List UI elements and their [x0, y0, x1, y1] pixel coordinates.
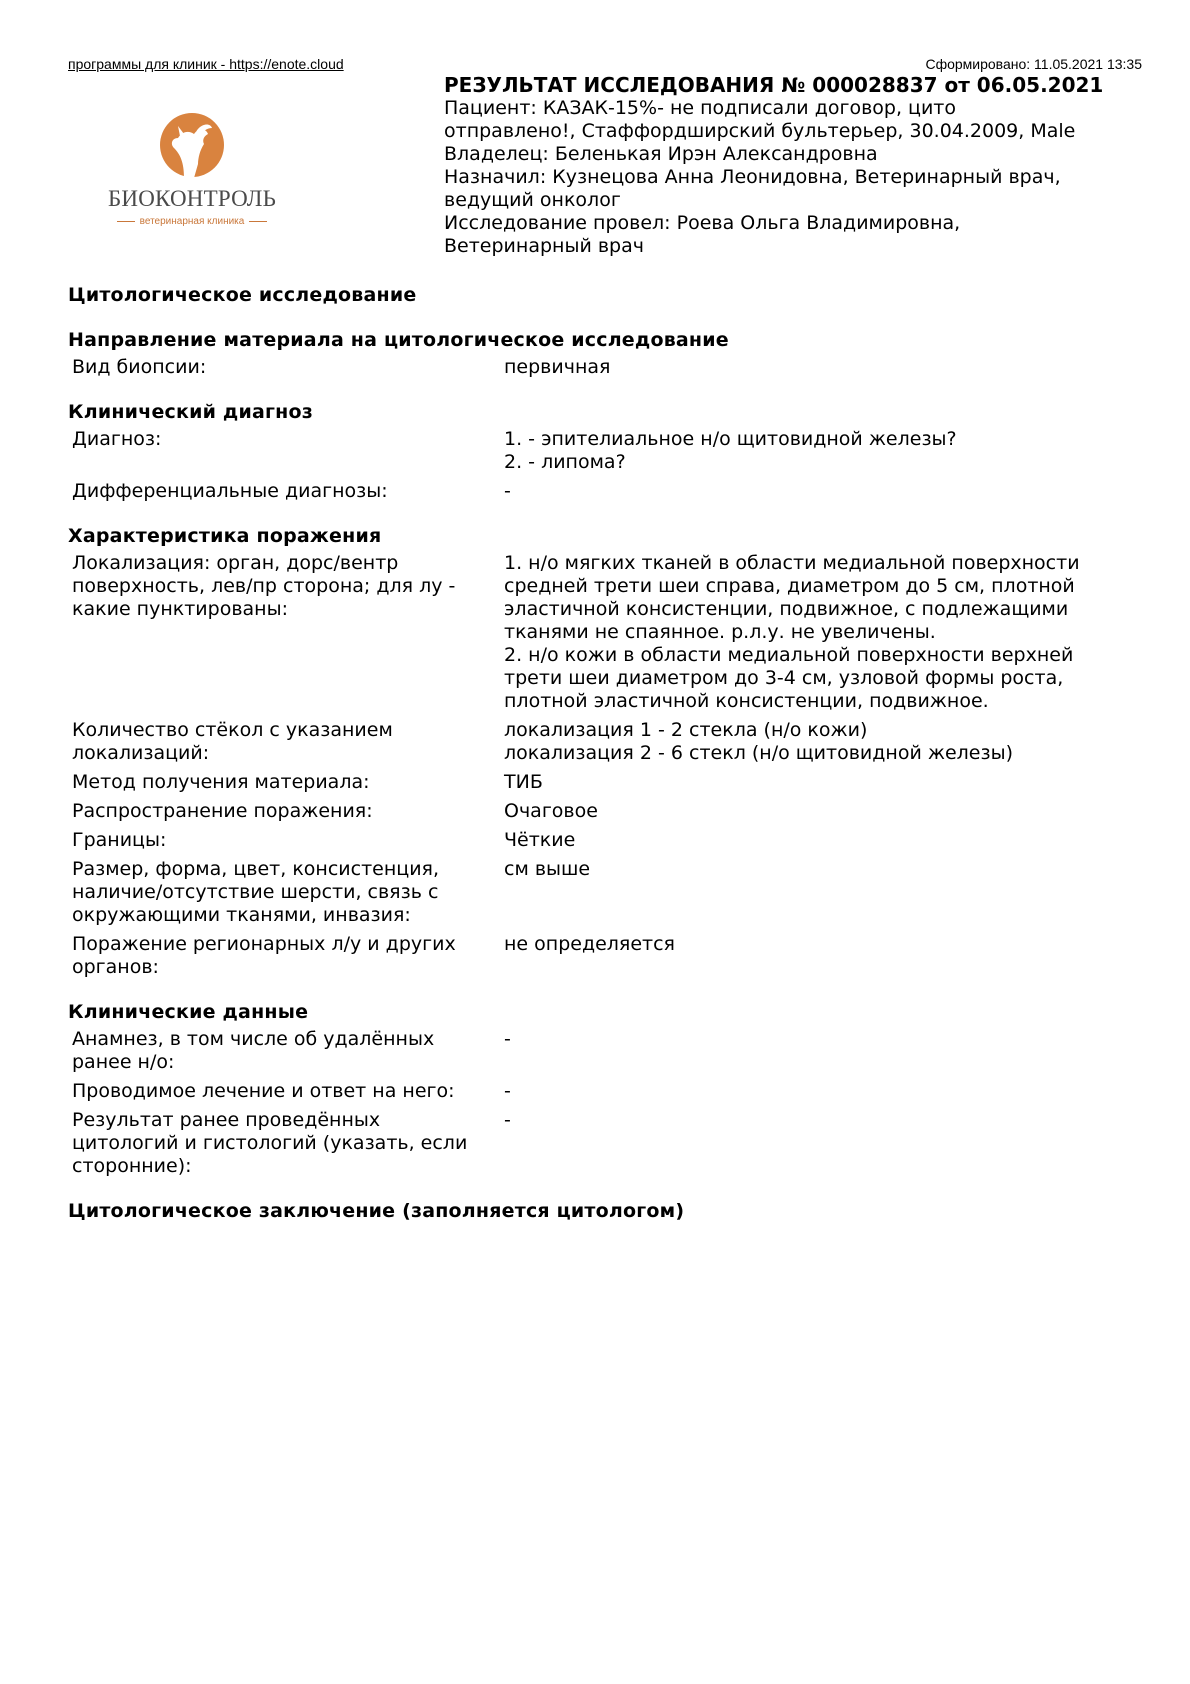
field-label-line: окружающими тканями, инвазия:	[72, 904, 411, 926]
field-value	[504, 356, 1148, 379]
report-section	[68, 329, 1148, 379]
field-value-line: -	[504, 480, 511, 502]
field-value	[504, 1028, 1148, 1074]
report-section	[68, 401, 1148, 503]
field-label-line: Метод получения материала:	[72, 771, 370, 793]
field-value-line: 1. - эпителиальное н/о щитовидной железы?	[504, 428, 957, 450]
field-label-line: Локализация: орган, дорс/вентр	[72, 552, 399, 574]
field-value-line: см выше	[504, 858, 591, 880]
field-value-line: -	[504, 1080, 511, 1102]
report-section	[68, 1001, 1148, 1178]
field-row	[68, 858, 1148, 927]
conclusion-title: Цитологическое заключение (заполняется цитологом)	[68, 1200, 685, 1222]
field-value	[504, 428, 1148, 474]
field-label-line: Результат ранее проведённых	[72, 1109, 381, 1131]
section-title: Клинические данные	[68, 1001, 309, 1023]
report-sections	[68, 329, 1148, 1178]
field-value-line: не определяется	[504, 933, 675, 955]
report-header-line: Владелец: Беленькая Ирэн Александровна	[444, 143, 878, 165]
field-label-line: цитологий и гистологий (указать, если	[72, 1132, 468, 1154]
field-label	[68, 1109, 504, 1178]
field-value-line: средней трети шеи справа, диаметром до 5 см, плотной	[504, 575, 1075, 597]
field-value-line: тканями не спаянное. р.л.у. не увеличены.	[504, 621, 936, 643]
report-section	[68, 525, 1148, 979]
field-label	[68, 719, 504, 765]
report-header-lines	[444, 97, 1144, 258]
field-label	[68, 552, 504, 713]
field-label-line: ранее н/о:	[72, 1051, 175, 1073]
report-header-line: ведущий онколог	[444, 189, 621, 211]
field-row	[68, 428, 1148, 474]
field-label-line: какие пунктированы:	[72, 598, 289, 620]
field-value-line: ТИБ	[504, 771, 543, 793]
field-value	[504, 1109, 1148, 1178]
field-label-line: Анамнез, в том числе об удалённых	[72, 1028, 435, 1050]
field-row	[68, 933, 1148, 979]
field-label-line: органов:	[72, 956, 159, 978]
report-content	[68, 284, 1148, 1227]
clinic-logo-icon	[154, 112, 230, 178]
clinic-logo-tagline	[104, 216, 280, 227]
field-value-line: Чёткие	[504, 829, 576, 851]
field-value-line: трети шеи диаметром до 3-4 см, узловой формы роста,	[504, 667, 1064, 689]
field-label	[68, 1080, 504, 1103]
field-label	[68, 480, 504, 503]
field-value-line: первичная	[504, 356, 611, 378]
field-label-line: Распространение поражения:	[72, 800, 373, 822]
clinic-logo-name: БИОКОНТРОЛЬ	[107, 186, 276, 211]
field-value	[504, 858, 1148, 927]
field-value-line: 1. н/о мягких тканей в области медиальной поверхности	[504, 552, 1080, 574]
field-row	[68, 829, 1148, 852]
field-value-line: -	[504, 1028, 511, 1050]
section-title: Клинический диагноз	[68, 401, 313, 423]
field-value-line: эластичной консистенции, подвижное, с подлежащими	[504, 598, 1069, 620]
enote-link[interactable]: программы для клиник - https://enote.cloud	[68, 56, 344, 72]
field-row	[68, 719, 1148, 765]
field-label	[68, 858, 504, 927]
section-title: Характеристика поражения	[68, 525, 382, 547]
generated-timestamp: Сформировано: 11.05.2021 13:35	[925, 56, 1142, 72]
field-label	[68, 829, 504, 852]
field-label-line: Поражение регионарных л/у и других	[72, 933, 456, 955]
field-label-line: Границы:	[72, 829, 167, 851]
study-title: Цитологическое исследование	[68, 284, 417, 306]
field-value	[504, 719, 1148, 765]
field-label-line: поверхность, лев/пр сторона; для лу -	[72, 575, 456, 597]
report-header-line: Назначил: Кузнецова Анна Леонидовна, Ветеринарный врач,	[444, 166, 1061, 188]
field-value	[504, 771, 1148, 794]
field-row	[68, 1080, 1148, 1103]
field-value-line: 2. н/о кожи в области медиальной поверхности верхней	[504, 644, 1074, 666]
field-label	[68, 1028, 504, 1074]
field-label	[68, 771, 504, 794]
field-value	[504, 829, 1148, 852]
field-row	[68, 800, 1148, 823]
report-header-line: Пациент: КАЗАК-15%- не подписали договор, цито	[444, 97, 956, 119]
field-label	[68, 356, 504, 379]
field-label-line: сторонние):	[72, 1155, 192, 1177]
field-label-line: Вид биопсии:	[72, 356, 207, 378]
field-label-line: наличие/отсутствие шерсти, связь с	[72, 881, 439, 903]
field-value-line: плотной эластичной консистенции, подвижное.	[504, 690, 989, 712]
field-row	[68, 1028, 1148, 1074]
field-value	[504, 933, 1148, 979]
field-row	[68, 1109, 1148, 1178]
field-label-line: Количество стёкол с указанием	[72, 719, 393, 741]
report-header	[444, 74, 1144, 258]
field-value	[504, 552, 1148, 713]
section-title: Направление материала на цитологическое исследование	[68, 329, 729, 351]
field-label-line: Диагноз:	[72, 428, 162, 450]
field-label-line: Проводимое лечение и ответ на него:	[72, 1080, 455, 1102]
field-label-line: Дифференциальные диагнозы:	[72, 480, 388, 502]
field-value-line: Очаговое	[504, 800, 598, 822]
field-row	[68, 356, 1148, 379]
field-value	[504, 800, 1148, 823]
field-label	[68, 933, 504, 979]
field-value	[504, 1080, 1148, 1103]
field-value-line: локализация 1 - 2 стекла (н/о кожи)	[504, 719, 868, 741]
field-label	[68, 428, 504, 474]
report-title: РЕЗУЛЬТАТ ИССЛЕДОВАНИЯ № 000028837 от 06.05.2021	[444, 73, 1104, 97]
report-header-line: Исследование провел: Роева Ольга Владимировна,	[444, 212, 961, 234]
field-value	[504, 480, 1148, 503]
field-label-line: Размер, форма, цвет, консистенция,	[72, 858, 440, 880]
report-header-line: отправлено!, Стаффордширский бультерьер, 30.04.2009, Male	[444, 120, 1076, 142]
field-value-line: -	[504, 1109, 511, 1131]
field-label	[68, 800, 504, 823]
tagline-left-rule	[117, 221, 135, 222]
field-value-line: локализация 2 - 6 стекл (н/о щитовидной железы)	[504, 742, 1014, 764]
field-row	[68, 480, 1148, 503]
field-row	[68, 771, 1148, 794]
field-value-line: 2. - липома?	[504, 451, 626, 473]
field-label-line: локализаций:	[72, 742, 210, 764]
field-row	[68, 552, 1148, 713]
report-header-line: Ветеринарный врач	[444, 235, 644, 257]
tagline-right-rule	[249, 221, 267, 222]
tagline-text: ветеринарная клиника	[139, 216, 245, 227]
clinic-logo	[104, 112, 280, 228]
